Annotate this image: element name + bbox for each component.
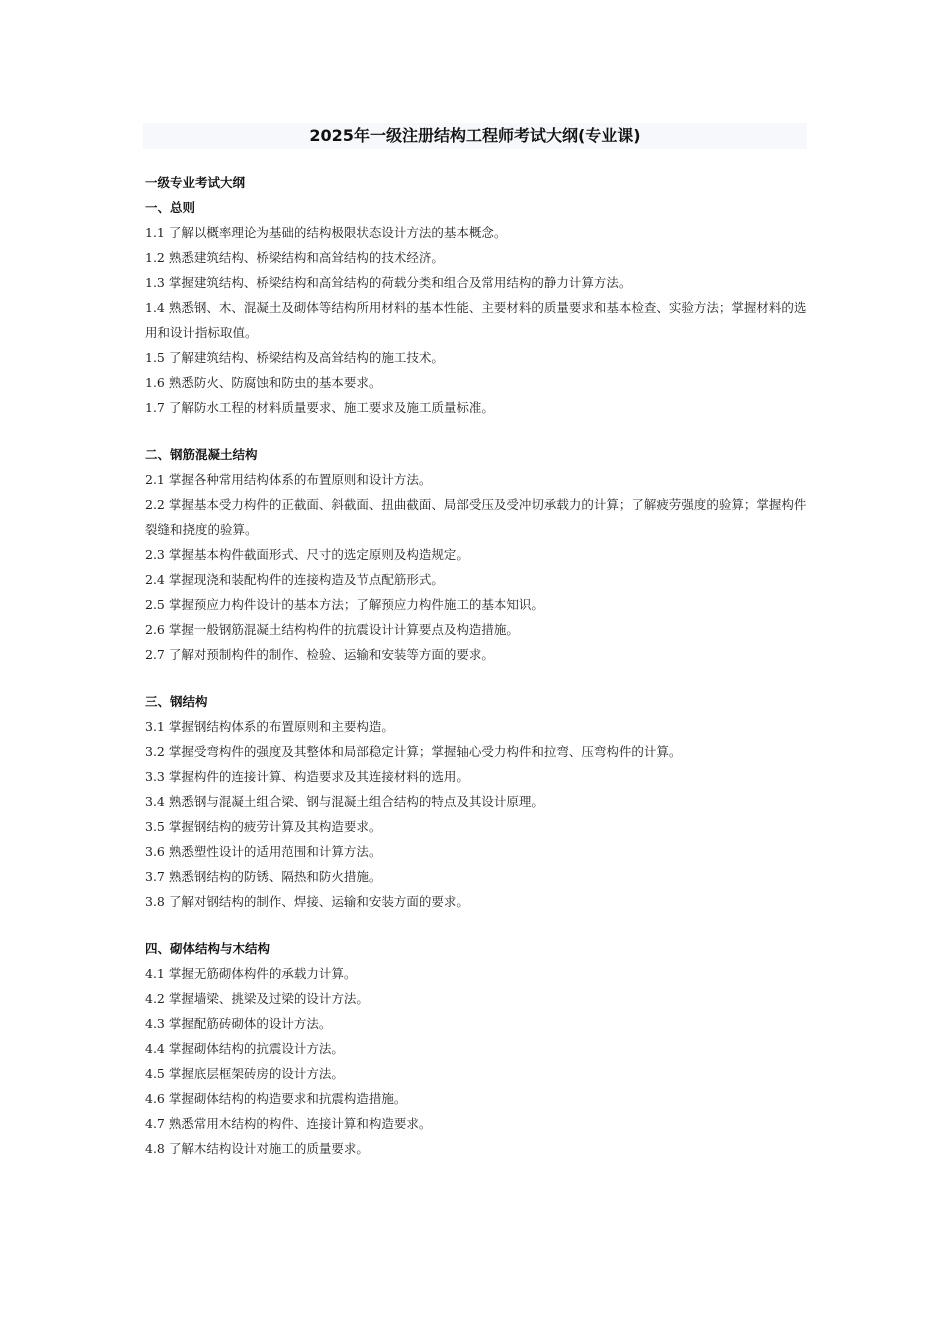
item-number: 3.1 (145, 719, 165, 734)
item-number: 3.4 (145, 794, 165, 809)
section-title: 四、砌体结构与木结构 (145, 941, 271, 956)
item-number: 4.1 (145, 966, 165, 981)
outline-item (145, 1111, 813, 1136)
outline-item (145, 714, 813, 739)
item-number: 1.7 (145, 400, 165, 415)
item-text: 熟悉塑性设计的适用范围和计算方法。 (168, 844, 382, 859)
item-number: 3.7 (145, 869, 165, 884)
item-number: 4.6 (145, 1091, 165, 1106)
item-text: 了解对预制构件的制作、检验、运输和安装等方面的要求。 (168, 647, 494, 662)
item-number: 1.4 (145, 300, 165, 315)
section-1 (145, 195, 813, 420)
outline-item (145, 961, 813, 986)
item-number: 3.6 (145, 844, 165, 859)
item-number: 1.1 (145, 225, 165, 240)
outline-item (145, 592, 813, 617)
outline-item (145, 789, 813, 814)
outline-item (145, 764, 813, 789)
item-text: 了解木结构设计对施工的质量要求。 (168, 1141, 369, 1156)
item-text: 掌握基本受力构件的正截面、斜截面、扭曲截面、局部受压及受冲切承载力的计算；了解疲劳强度的验算；掌握构件裂缝和挠度的验算。 (145, 497, 807, 537)
item-number: 2.5 (145, 597, 165, 612)
item-number: 2.1 (145, 472, 165, 487)
item-text: 掌握构件的连接计算、构造要求及其连接材料的选用。 (168, 769, 469, 784)
item-text: 掌握钢结构的疲劳计算及其构造要求。 (168, 819, 382, 834)
item-number: 1.6 (145, 375, 165, 390)
outline-item (145, 542, 813, 567)
item-number: 2.2 (145, 497, 165, 512)
item-text: 了解建筑结构、桥梁结构及高耸结构的施工技术。 (168, 350, 444, 365)
outline-item (145, 270, 813, 295)
outline-item (145, 814, 813, 839)
item-number: 4.8 (145, 1141, 165, 1156)
outline-item (145, 1011, 813, 1036)
item-number: 4.5 (145, 1066, 165, 1081)
item-text: 掌握砌体结构的抗震设计方法。 (168, 1041, 344, 1056)
item-text: 掌握砌体结构的构造要求和抗震构造措施。 (168, 1091, 407, 1106)
item-text: 熟悉建筑结构、桥梁结构和高耸结构的技术经济。 (168, 250, 444, 265)
item-number: 3.2 (145, 744, 165, 759)
outline-item (145, 617, 813, 642)
section-title: 三、钢结构 (145, 694, 208, 709)
outline-item (145, 986, 813, 1011)
outline-item (145, 1136, 813, 1161)
item-text: 掌握基本构件截面形式、尺寸的选定原则及构造规定。 (168, 547, 469, 562)
outline-item (145, 395, 813, 420)
item-text: 掌握无筋砌体构件的承载力计算。 (168, 966, 357, 981)
item-number: 4.3 (145, 1016, 165, 1031)
item-number: 1.2 (145, 250, 165, 265)
document-title: 2025年一级注册结构工程师考试大纲(专业课) (309, 126, 641, 145)
item-text: 掌握预应力构件设计的基本方法；了解预应力构件施工的基本知识。 (168, 597, 544, 612)
item-text: 熟悉常用木结构的构件、连接计算和构造要求。 (168, 1116, 432, 1131)
section-4 (145, 936, 813, 1161)
item-text: 掌握一般钢筋混凝土结构构件的抗震设计计算要点及构造措施。 (168, 622, 519, 637)
outline-item (145, 567, 813, 592)
item-number: 2.6 (145, 622, 165, 637)
item-text: 熟悉防火、防腐蚀和防虫的基本要求。 (168, 375, 382, 390)
section-3 (145, 689, 813, 914)
sections-container (145, 195, 813, 1161)
outline-item (145, 1061, 813, 1086)
outline-item (145, 864, 813, 889)
outline-item (145, 1086, 813, 1111)
item-text: 掌握建筑结构、桥梁结构和高耸结构的荷载分类和组合及常用结构的静力计算方法。 (168, 275, 632, 290)
item-number: 2.3 (145, 547, 165, 562)
exam-outline-heading: 一级专业考试大纲 (145, 175, 246, 190)
item-number: 1.5 (145, 350, 165, 365)
section-title: 一、总则 (145, 200, 196, 215)
item-number: 3.3 (145, 769, 165, 784)
item-text: 了解以概率理论为基础的结构极限状态设计方法的基本概念。 (168, 225, 507, 240)
item-number: 2.4 (145, 572, 165, 587)
outline-item (145, 492, 813, 542)
outline-item (145, 467, 813, 492)
item-text: 掌握受弯构件的强度及其整体和局部稳定计算；掌握轴心受力构件和拉弯、压弯构件的计算。 (168, 744, 682, 759)
item-text: 熟悉钢与混凝土组合梁、钢与混凝土组合结构的特点及其设计原理。 (168, 794, 544, 809)
item-number: 4.2 (145, 991, 165, 1006)
outline-item (145, 1036, 813, 1061)
document-body (145, 170, 813, 1161)
item-number: 4.7 (145, 1116, 165, 1131)
item-text: 掌握配筋砖砌体的设计方法。 (168, 1016, 332, 1031)
outline-item (145, 345, 813, 370)
outline-item (145, 295, 813, 345)
outline-item (145, 370, 813, 395)
item-number: 1.3 (145, 275, 165, 290)
item-text: 掌握各种常用结构体系的布置原则和设计方法。 (168, 472, 432, 487)
item-text: 了解防水工程的材料质量要求、施工要求及施工质量标准。 (168, 400, 494, 415)
section-2 (145, 442, 813, 667)
item-number: 2.7 (145, 647, 165, 662)
item-text: 掌握墙梁、挑梁及过梁的设计方法。 (168, 991, 369, 1006)
outline-item (145, 839, 813, 864)
item-text: 掌握现浇和装配构件的连接构造及节点配筋形式。 (168, 572, 444, 587)
item-number: 3.8 (145, 894, 165, 909)
item-text: 熟悉钢结构的防锈、隔热和防火措施。 (168, 869, 382, 884)
item-text: 了解对钢结构的制作、焊接、运输和安装方面的要求。 (168, 894, 469, 909)
item-number: 4.4 (145, 1041, 165, 1056)
section-title: 二、钢筋混凝土结构 (145, 447, 258, 462)
item-text: 熟悉钢、木、混凝土及砌体等结构所用材料的基本性能、主要材料的质量要求和基本检查、实验方法；掌握材料的选用和设计指标取值。 (145, 300, 807, 340)
item-text: 掌握底层框架砖房的设计方法。 (168, 1066, 344, 1081)
outline-item (145, 642, 813, 667)
outline-item (145, 245, 813, 270)
outline-item (145, 220, 813, 245)
outline-item (145, 739, 813, 764)
item-number: 3.5 (145, 819, 165, 834)
outline-item (145, 889, 813, 914)
item-text: 掌握钢结构体系的布置原则和主要构造。 (168, 719, 394, 734)
